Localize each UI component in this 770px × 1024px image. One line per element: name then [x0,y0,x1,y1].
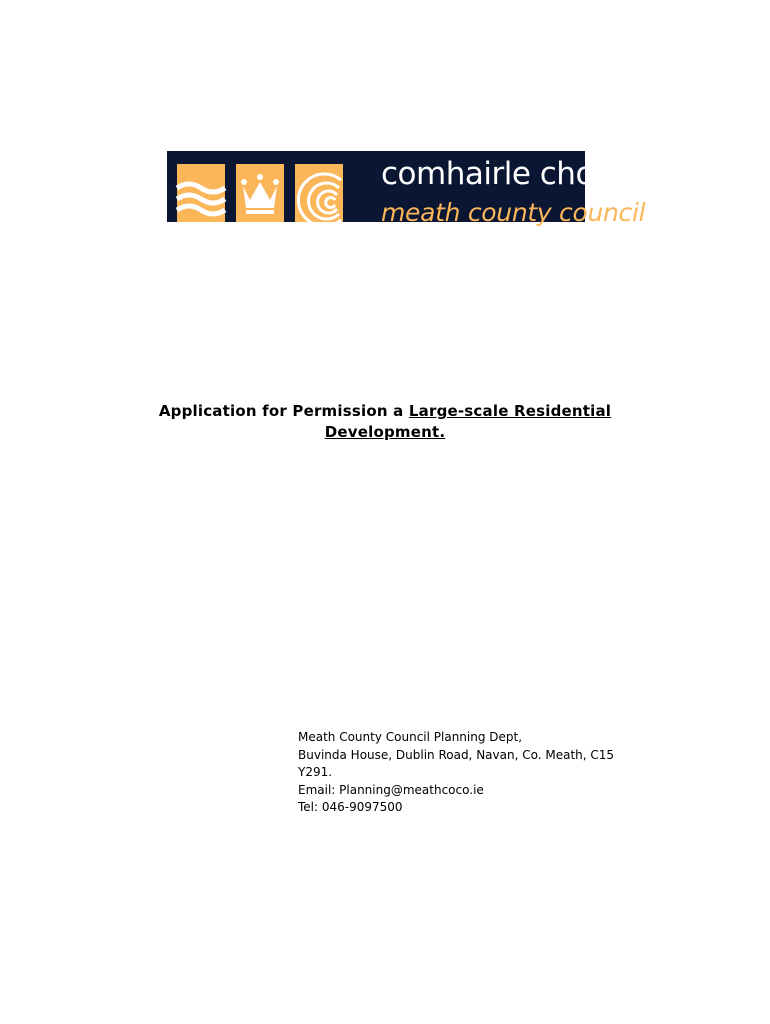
crown-icon [236,164,284,222]
waves-icon [177,164,225,222]
logo-text-irish: comhairle chontae [381,156,662,192]
tel-label: Tel: [298,800,322,814]
contact-tel-row [298,799,658,817]
spiral-icon [295,164,343,222]
document-title [140,401,630,443]
email-label: Email: [298,782,340,797]
contact-email-row [298,782,658,800]
tel-value: 046-9097500 [321,800,403,814]
email-value: Planning@meathcoco.ie [339,782,484,797]
contact-block [298,729,658,817]
council-logo [167,151,662,227]
contact-line-1: Meath County Council Planning Dept, [298,730,523,744]
contact-line-3: Y291. [298,765,333,779]
title-part-1: Application for Permission a [158,402,409,420]
logo-text-english: meath county council [381,198,646,227]
contact-line-2: Buvinda House, Dublin Road, Navan, Co. Meath, C15 [298,747,615,762]
title-part-2: Large-scale Residential Development. [324,402,612,441]
